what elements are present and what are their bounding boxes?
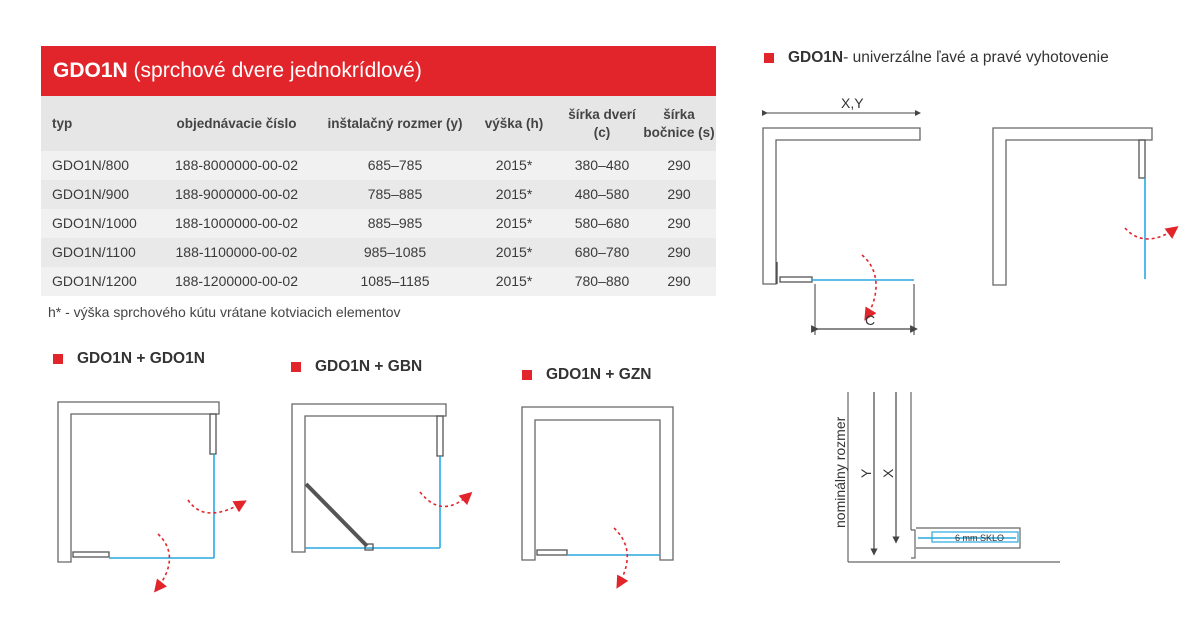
- plan-view-left: [763, 113, 920, 335]
- label-glass-6mm: 6 mm SKLO: [955, 533, 1005, 543]
- table-title-code: GDO1N: [53, 59, 128, 82]
- cell-type: GDO1N/1000: [52, 215, 137, 231]
- cell-height: 2015*: [495, 215, 533, 231]
- cell-type: GDO1N/900: [52, 186, 130, 202]
- cell-type: GDO1N/800: [52, 157, 130, 173]
- label-xy: X,Y: [841, 95, 864, 111]
- cell-order-number: 188-1100000-00-02: [175, 244, 298, 260]
- combo-title: GDO1N + GBN: [315, 358, 423, 375]
- cell-side-width: 290: [667, 215, 691, 231]
- cell-type: GDO1N/1100: [52, 244, 136, 260]
- cell-door-width: 380–480: [574, 157, 630, 173]
- plan-view-right: [993, 128, 1176, 285]
- header-side-width: šírka bočnice (s): [643, 106, 715, 140]
- table-title-description: (sprchové dvere jednokrídlové): [133, 59, 422, 82]
- cell-installation-size: 885–985: [367, 215, 423, 231]
- cell-order-number: 188-1000000-00-02: [175, 215, 298, 231]
- cell-door-width: 680–780: [574, 244, 630, 260]
- cell-order-number: 188-8000000-00-02: [175, 157, 298, 173]
- combo-1-plan: [58, 402, 244, 590]
- cell-door-width: 780–880: [574, 273, 630, 289]
- cell-door-width: 580–680: [574, 215, 630, 231]
- header-type: typ: [52, 115, 73, 131]
- header-order-number: objednávacie číslo: [176, 115, 297, 131]
- combo-title: GDO1N + GDO1N: [77, 350, 205, 367]
- cell-door-width: 480–580: [574, 186, 630, 202]
- cell-order-number: 188-9000000-00-02: [175, 186, 298, 202]
- cell-order-number: 188-1200000-00-02: [175, 273, 298, 289]
- label-x: X: [880, 468, 896, 478]
- header-height: výška (h): [484, 115, 544, 131]
- table-footnote: h* - výška sprchového kútu vrátane kotviacich elementov: [48, 304, 401, 320]
- header-door-width: šírka dverí (c): [568, 106, 636, 140]
- label-y: Y: [858, 468, 874, 478]
- cell-type: GDO1N/1200: [52, 273, 137, 289]
- cell-height: 2015*: [495, 157, 533, 173]
- cell-installation-size: 985–1085: [363, 244, 427, 260]
- cell-side-width: 290: [667, 157, 691, 173]
- cell-side-width: 290: [667, 186, 691, 202]
- combo-title: GDO1N + GZN: [546, 366, 652, 383]
- cell-height: 2015*: [495, 244, 533, 260]
- combo-3-plan: [522, 407, 673, 586]
- heading-code: GDO1N: [788, 49, 844, 66]
- heading-description: - univerzálne ľavé a pravé vyhotovenie: [843, 49, 1109, 66]
- label-c: C: [865, 312, 876, 328]
- label-nominal-size: nominálny rozmer: [832, 416, 848, 528]
- cell-installation-size: 1085–1185: [360, 273, 430, 289]
- cell-side-width: 290: [667, 273, 691, 289]
- cell-height: 2015*: [495, 186, 533, 202]
- cell-height: 2015*: [495, 273, 533, 289]
- combo-2-plan: [292, 404, 470, 552]
- cell-side-width: 290: [667, 244, 691, 260]
- header-installation-size: inštalačný rozmer (y): [327, 115, 463, 131]
- cell-installation-size: 785–885: [367, 186, 423, 202]
- cell-installation-size: 685–785: [367, 157, 423, 173]
